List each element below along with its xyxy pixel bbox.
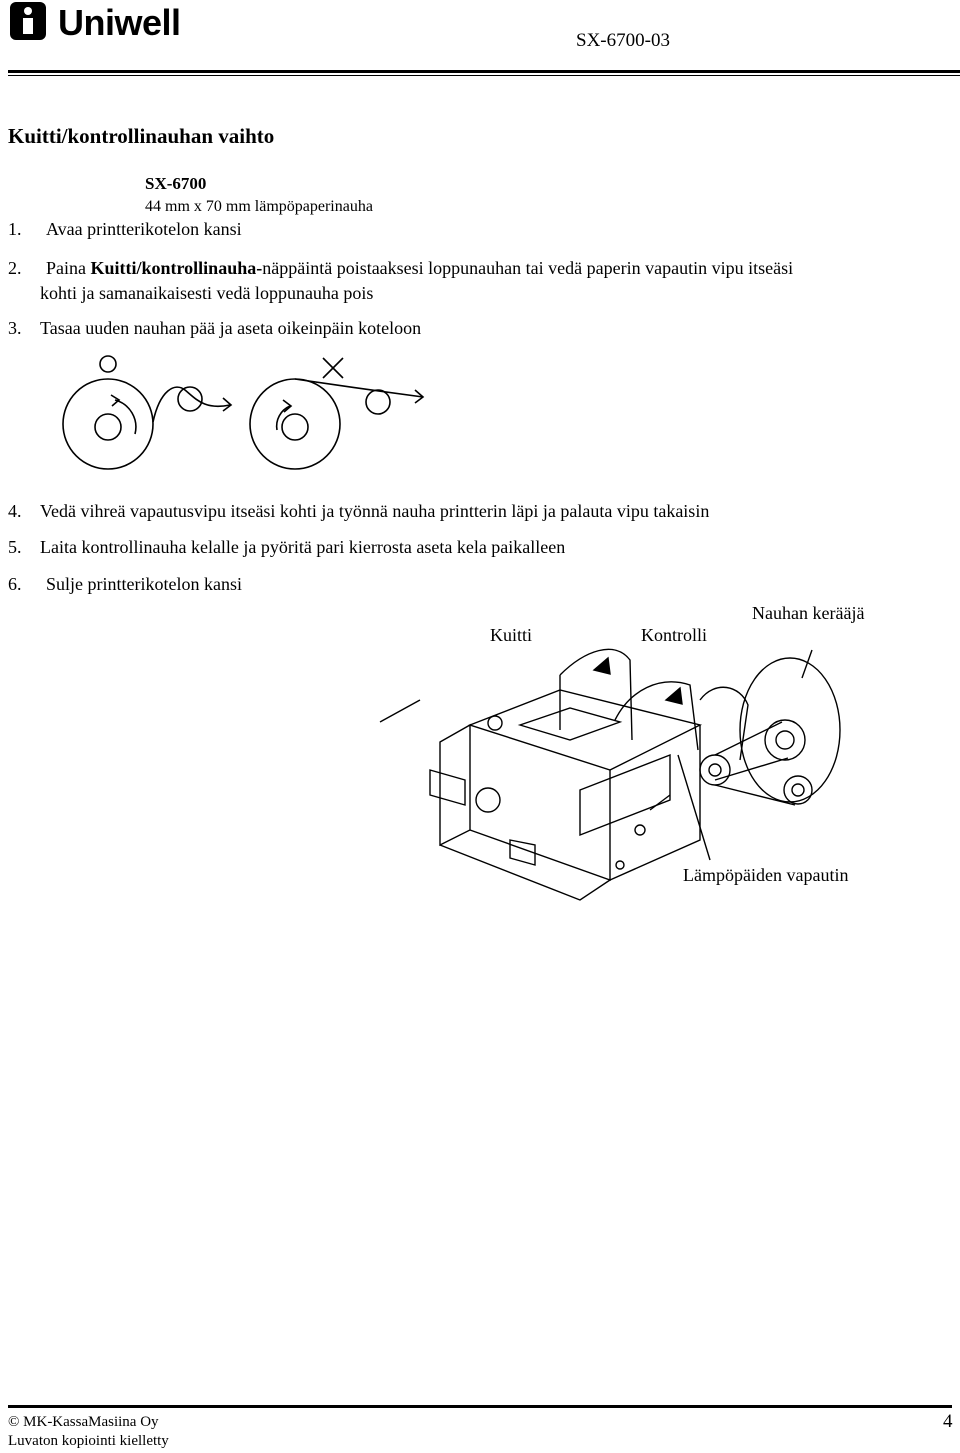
step-number: 6. [8,574,22,594]
step-5 [8,535,565,560]
step-text: näppäintä poistaaksesi loppunauhan tai vedä paperin vapautin vipu itseäsi [262,258,794,278]
page-title: Kuitti/kontrollinauhan vaihto [8,124,275,148]
step-6 [8,572,242,597]
step-text: Sulje printterikotelon kansi [46,574,242,594]
roll-incorrect [250,379,340,469]
document-number: SX-6700-03 [576,30,670,51]
paper-spec: 44 mm x 70 mm lämpöpaperinauha [145,198,373,215]
label-head-release: Lämpöpäiden vapautin [683,865,849,885]
step-number: 3. [8,318,22,338]
correct-marker-icon [100,356,116,372]
roll-orientation-figure [55,350,435,475]
roll-correct [63,379,153,469]
footer-divider [8,1405,952,1408]
footer-copyright: © MK-KassaMasiina Oy [8,1414,159,1430]
label-collector: Nauhan kerääjä [752,603,865,623]
step-number: 1. [8,219,22,239]
step-1 [8,217,242,242]
brand-name: Uniwell [58,2,181,43]
step-4 [8,499,709,524]
label-receipt: Kuitti [490,625,533,645]
step-number: 5. [8,537,22,557]
step-2 [8,256,953,306]
step-text: Laita kontrollinauha kelalle ja pyöritä pari kierrosta aseta kela paikalleen [40,537,566,557]
step-text: Vedä vihreä vapautusvipu itseäsi kohti ja työnnä nauha printterin läpi ja palauta vipu takaisin [40,501,710,521]
step-text: Avaa printterikotelon kansi [46,219,242,239]
printer-mechanism-figure [370,630,850,910]
header-divider [8,70,960,73]
uniwell-logo [6,0,216,44]
step-text: Tasaa uuden nauhan pää ja aseta oikeinpäin koteloon [40,318,422,338]
label-control: Kontrolli [641,625,707,645]
footer-notice: Luvaton kopiointi kielletty [8,1433,169,1449]
step-number: 4. [8,501,22,521]
step-3 [8,316,421,341]
page-number: 4 [943,1411,953,1432]
header-divider-thin [8,75,960,76]
step-text-continued: kohti ja samanaikaisesti vedä loppunauha pois [40,283,374,303]
step-text-pre: Paina [46,258,91,278]
model-name: SX-6700 [145,174,207,193]
step-key-name: Kuitti/kontrollinauha- [90,258,263,278]
step-number: 2. [8,258,22,278]
collector-disc-icon [740,658,840,802]
uniwell-logo-icon [6,0,54,44]
